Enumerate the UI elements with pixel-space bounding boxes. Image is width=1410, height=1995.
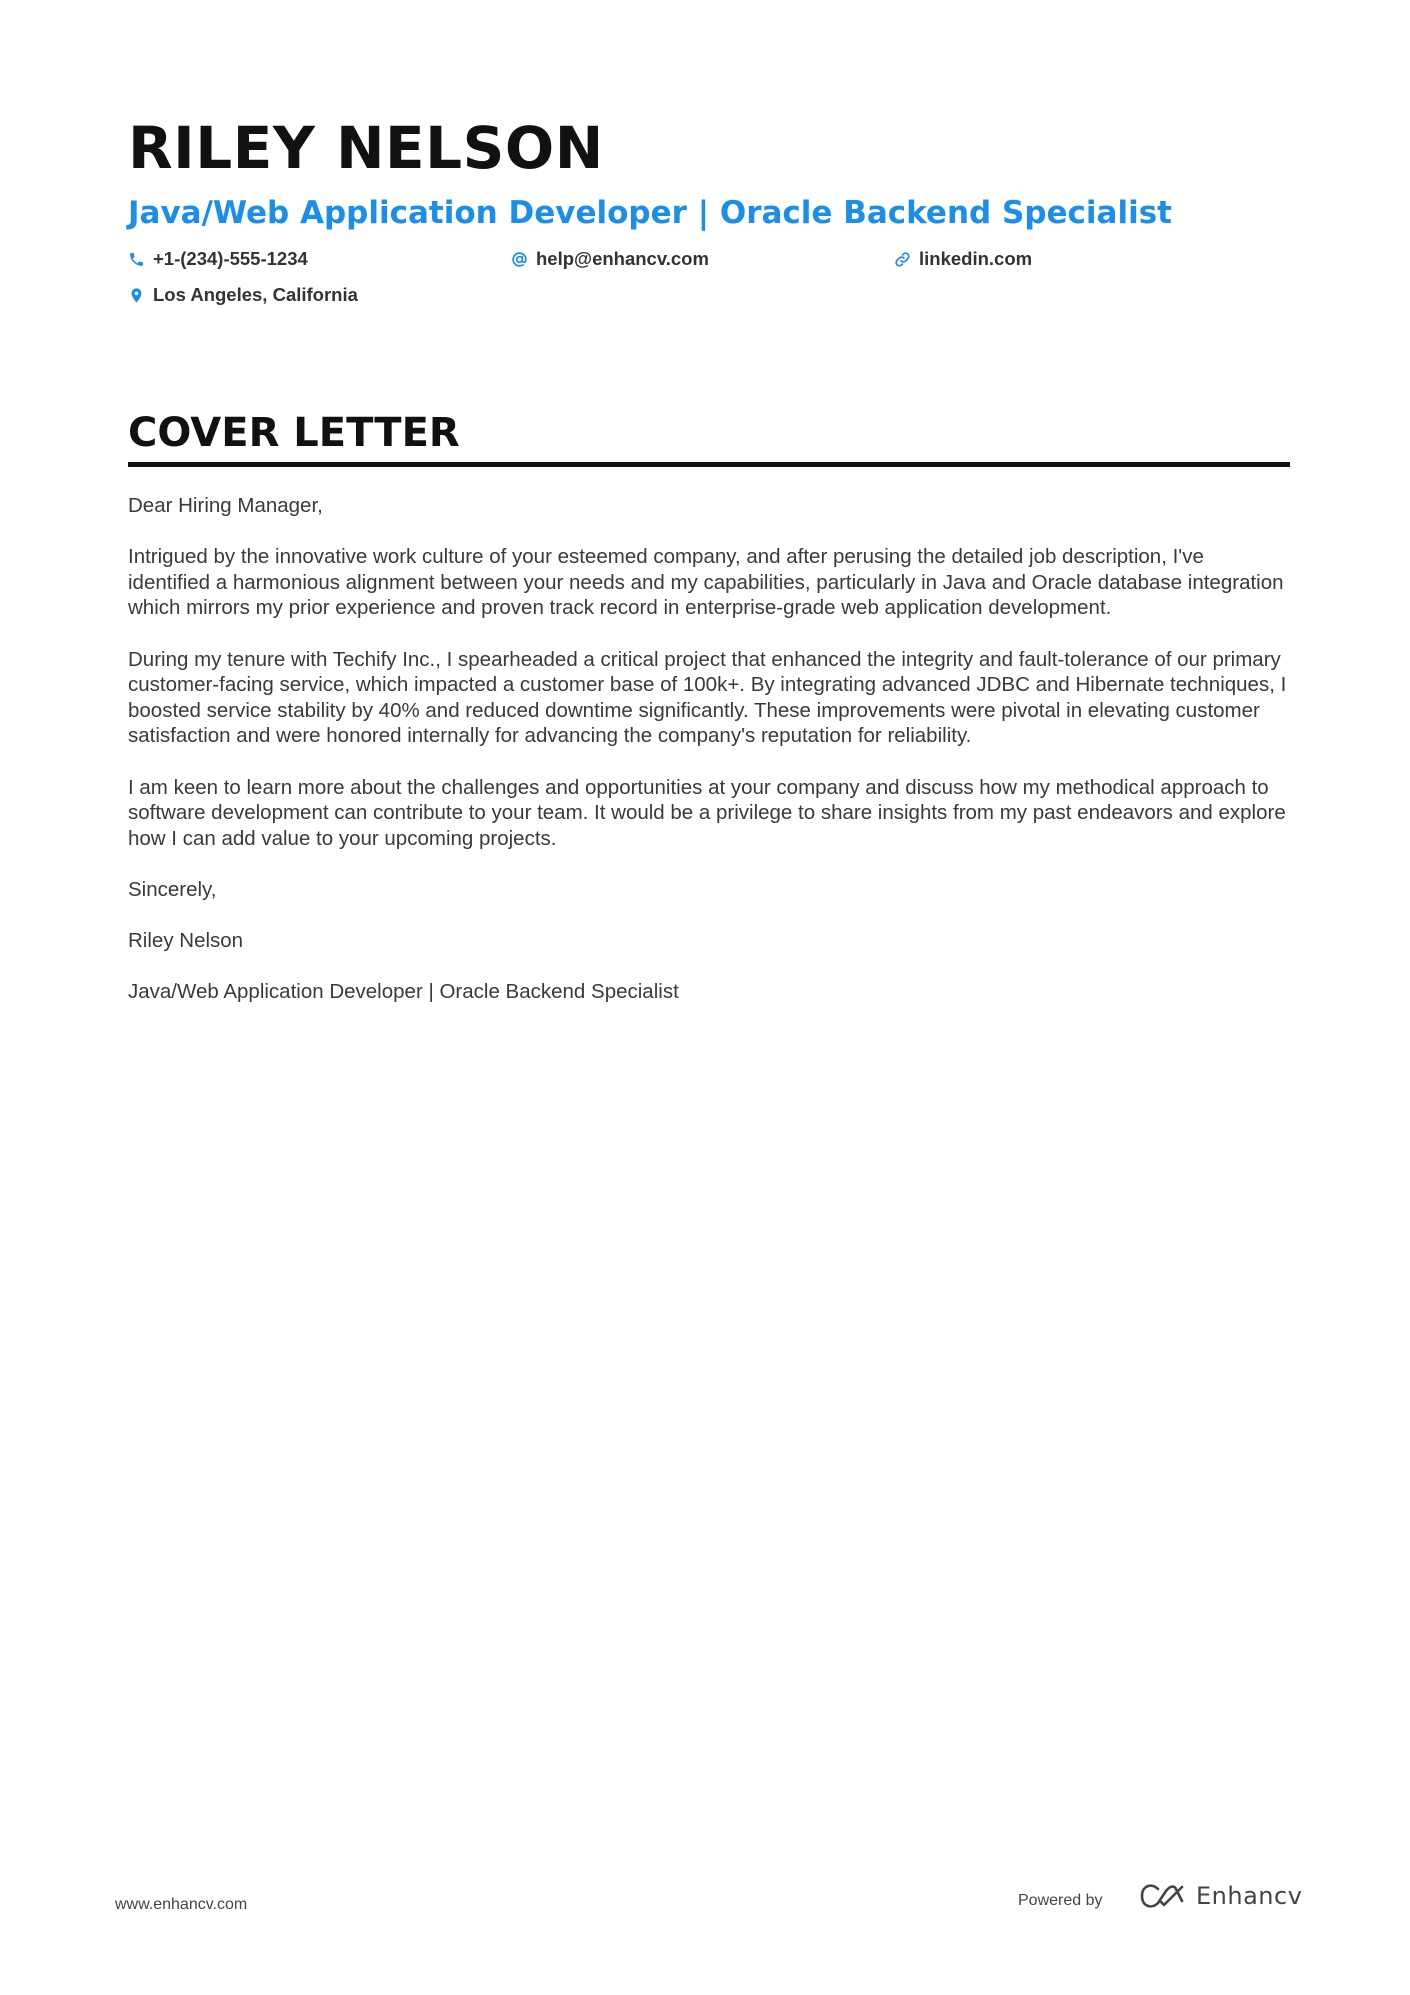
brand-text: Enhancv xyxy=(1196,1882,1303,1910)
section-title: COVER LETTER xyxy=(128,410,460,456)
powered-by-label: Powered by xyxy=(1018,1892,1103,1909)
at-icon xyxy=(511,251,528,268)
phone-text: +1-(234)-555-1234 xyxy=(153,248,308,269)
contact-link[interactable] xyxy=(894,246,1032,272)
greeting: Dear Hiring Manager, xyxy=(128,494,323,517)
contact-location xyxy=(128,282,358,308)
phone-icon xyxy=(128,251,145,268)
link-icon xyxy=(894,251,911,268)
section-divider xyxy=(128,462,1290,467)
applicant-headline: Java/Web Application Developer | Oracle Backend Specialist xyxy=(128,195,1172,231)
signature-title: Java/Web Application Developer | Oracle Backend Specialist xyxy=(128,980,679,1004)
brand-logo[interactable] xyxy=(1138,1882,1302,1910)
location-pin-icon xyxy=(128,287,145,304)
contact-email[interactable] xyxy=(511,246,709,272)
applicant-name: RILEY NELSON xyxy=(128,114,604,182)
paragraph-2: During my tenure with Techify Inc., I spearheaded a critical project that enhanced the integrity and fault-tolerance of our primary customer-facing service, which impacted a customer base of 100k+. By integrating advanced JDBC and Hibernate techniques, I boosted service stability by 40% and reduced downtime significantly. These improvements were pivotal in elevating customer satisfaction and were honored internally for advancing the company's reputation for reliability. xyxy=(128,647,1287,748)
cover-letter-page xyxy=(128,108,1290,1030)
paragraph-1: Intrigued by the innovative work culture of your esteemed company, and after perusing the detailed job description, I've identified a harmonious alignment between your needs and my capabilities, particularly in Java and Oracle database integration which mirrors my prior experience and proven track record in enterprise-grade web application development. xyxy=(128,545,1284,620)
contact-info xyxy=(128,246,1290,322)
link-text: linkedin.com xyxy=(919,248,1033,269)
location-text: Los Angeles, California xyxy=(153,284,358,305)
paragraph-3: I am keen to learn more about the challenges and opportunities at your company and discuss how my methodical approach to software development can contribute to your team. It would be a privilege to share insights from my past endeavors and explore how I can add value to your upcoming projects. xyxy=(128,775,1286,850)
closing: Sincerely, xyxy=(128,877,217,901)
letter-body xyxy=(128,493,1290,1005)
signature-name: Riley Nelson xyxy=(128,929,244,953)
email-text: help@enhancv.com xyxy=(536,248,709,269)
footer-url[interactable]: www.enhancv.com xyxy=(115,1896,248,1913)
enhancv-logo xyxy=(1138,1883,1186,1909)
contact-phone[interactable] xyxy=(128,246,308,272)
